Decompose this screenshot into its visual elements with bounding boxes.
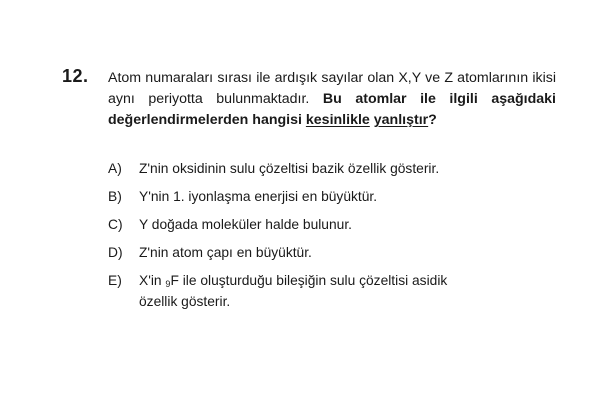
answer-options [108, 160, 556, 321]
stem-underlined-kesinlikle: kesinlikle [305, 112, 370, 128]
option-b[interactable] [108, 188, 556, 206]
question-stem [108, 68, 556, 131]
option-text: Z'nin atom çapı en büyüktür. [139, 245, 312, 260]
option-text: Z'nin oksidinin sulu çözeltisi bazik özellik gösterir. [139, 161, 440, 176]
option-e[interactable] [108, 272, 556, 311]
stem-text: Atom numaraları sırası ile ardışık sayılar olan X,Y ve Z atomlarının ikisi aynı periyotta bulunmaktadır. [108, 70, 556, 107]
option-letter: D) [108, 245, 123, 260]
option-text-after-sub: F ile oluşturduğu bileşiğin sulu çözeltisi asidik [170, 273, 448, 288]
option-a[interactable] [108, 160, 556, 178]
option-text-prefix: X'in [139, 273, 162, 288]
option-text-line2: özellik gösterir. [139, 294, 231, 309]
stem-underlined-yanlistir: yanlıştır [373, 112, 429, 128]
option-letter: C) [108, 217, 123, 232]
question-number: 12. [62, 66, 89, 86]
option-c[interactable] [108, 216, 556, 234]
option-letter: B) [108, 189, 122, 204]
stem-bold-text: Bu atomlar ile ilgili aşağıdaki değerlendirmelerden hangisi [108, 91, 556, 128]
option-subscript: 9 [165, 279, 171, 289]
stem-question-mark: ? [428, 112, 437, 128]
option-letter: A) [108, 161, 122, 176]
option-d[interactable] [108, 244, 556, 262]
option-letter: E) [108, 273, 122, 288]
option-text: Y'nin 1. iyonlaşma enerjisi en büyüktür. [139, 189, 378, 204]
option-text: Y doğada moleküler halde bulunur. [139, 217, 352, 232]
